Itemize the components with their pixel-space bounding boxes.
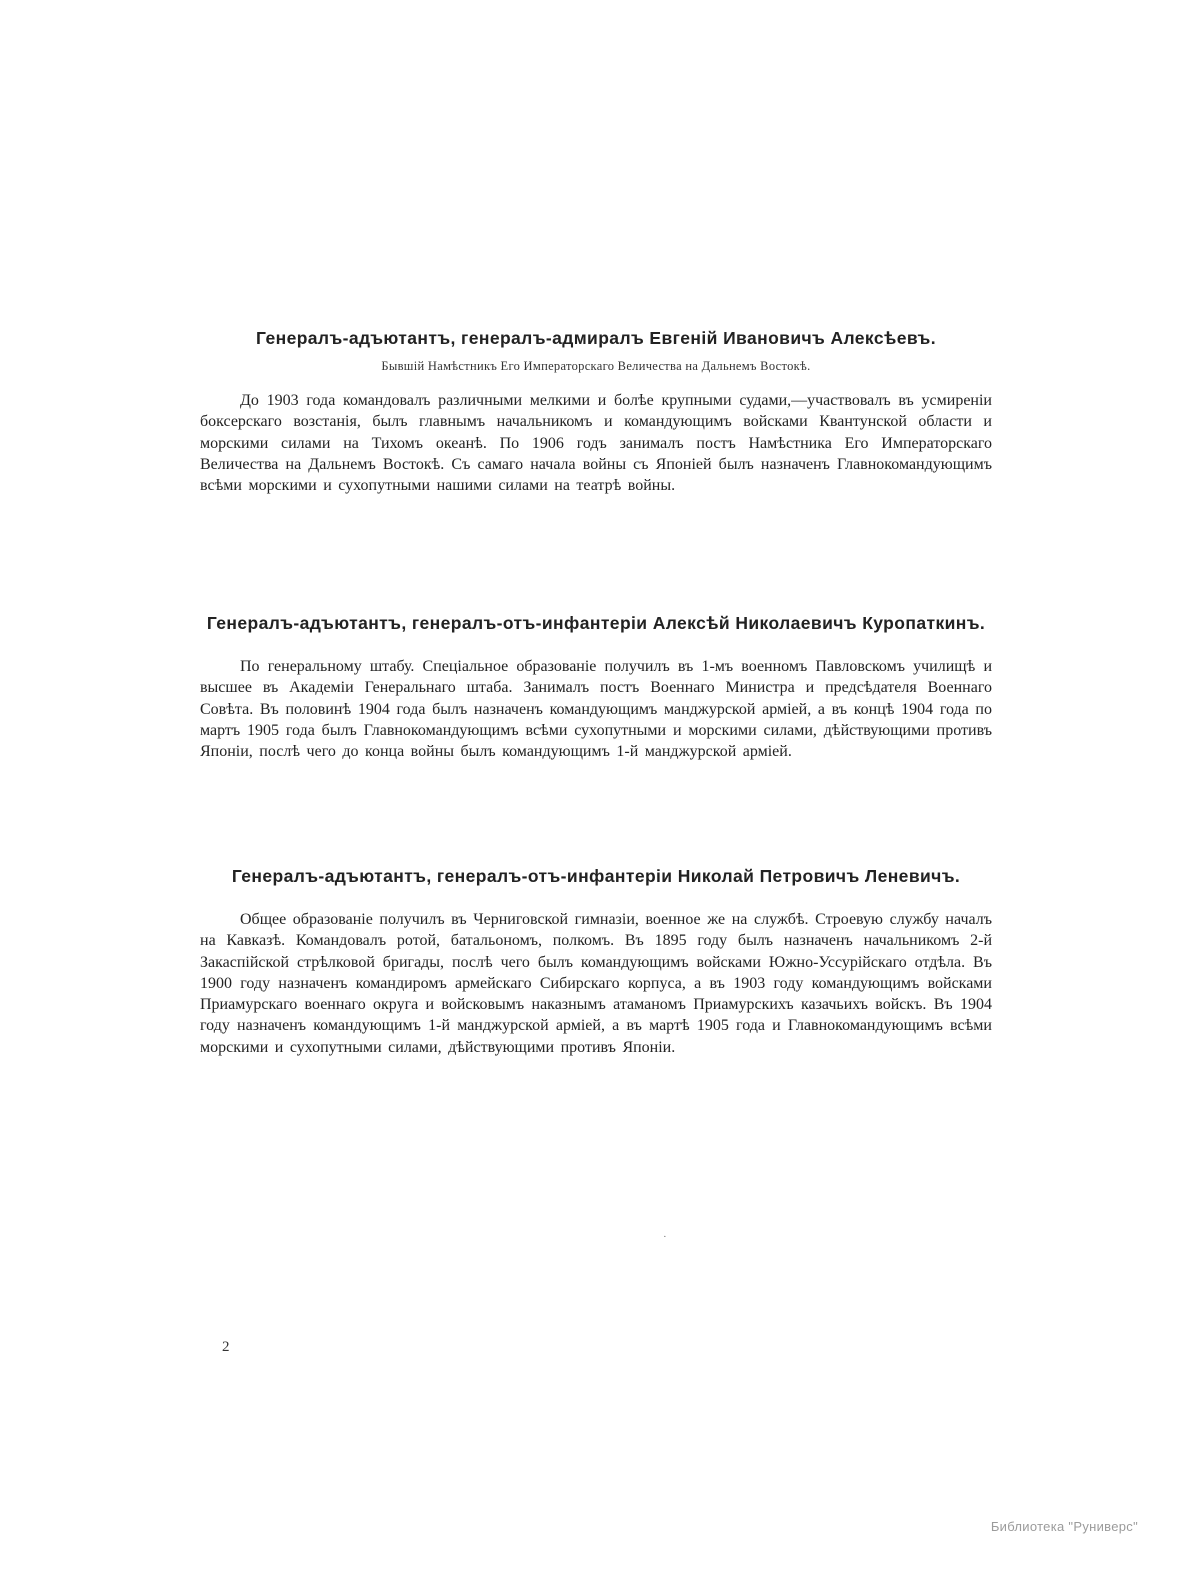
section-alekseev [200,328,992,496]
section-kuropatkin [200,613,992,762]
section-heading-linevich: Генералъ-адъютантъ, генералъ-отъ-инфантеріи Николай Петровичъ Леневичъ. [231,866,961,886]
library-watermark: Библиотека "Руниверс" [990,1519,1138,1534]
section-body-linevich: Общее образованіе получилъ въ Черниговской гимназіи, военное же на службѣ. Строевую службу началъ на Кавказѣ. Командовалъ ротой, батальономъ, полкомъ. Въ 1895 году былъ назначенъ начальникомъ 2-й Закаспійской стрѣлковой бригады, послѣ чего былъ командующимъ войсками Южно-Уссурійскаго отдѣла. Въ 1900 году назначенъ командиромъ армейскаго Сибирскаго корпуса, а въ 1903 году командующимъ войсками Приамурскаго военнаго округа и войсковымъ наказнымъ атаманомъ Приамурскихъ казачьихъ войскъ. Въ 1904 году назначенъ командующимъ 1-й манджурской арміей, а въ мартѣ 1905 года и Главнокомандующимъ всѣми морскими и сухопутными силами, дѣйствующими противъ Японіи. [200,911,992,1056]
section-subheading-alekseev: Бывшій Намѣстникъ Его Императорскаго Величества на Дальнемъ Востокѣ. [381,359,811,373]
section-heading-kuropatkin: Генералъ-адъютантъ, генералъ-отъ-инфантеріи Алексѣй Николаевичъ Куропаткинъ. [206,613,986,633]
section-linevich [200,866,992,1058]
section-body-alekseev: До 1903 года командовалъ различными мелкими и болѣе крупными судами,—участвовалъ въ усмиреніи боксерскаго возстанія, былъ главнымъ начальникомъ и командующимъ войсками Квантунской области и морскими силами на Тихомъ океанѣ. По 1906 годъ занималъ постъ Намѣстника Его Императорскаго Величества на Дальнемъ Востокѣ. Съ самаго начала войны съ Японіей былъ назначенъ Главнокомандующимъ всѣми морскими и сухопутными нашими силами на театрѣ войны. [200,392,992,495]
section-body-kuropatkin: По генеральному штабу. Спеціальное образованіе получилъ въ 1-мъ военномъ Павловскомъ училищѣ и высшее въ Академіи Генеральнаго штаба. Занималъ постъ Военнаго Министра и предсѣдателя Военнаго Совѣта. Въ половинѣ 1904 года былъ назначенъ командующимъ манджурской арміей, а въ концѣ 1904 года по мартъ 1905 года былъ Главнокомандующимъ всѣми сухопутными и морскими силами, дѣйствующими противъ Японіи, послѣ чего до конца войны былъ командующимъ 1-й манджурской арміей. [200,658,992,761]
section-heading-alekseev: Генералъ-адъютантъ, генералъ-адмиралъ Евгеній Ивановичъ Алексѣевъ. [256,328,936,348]
scan-speck: · [663,1231,667,1243]
page-number: 2 [222,1339,230,1355]
